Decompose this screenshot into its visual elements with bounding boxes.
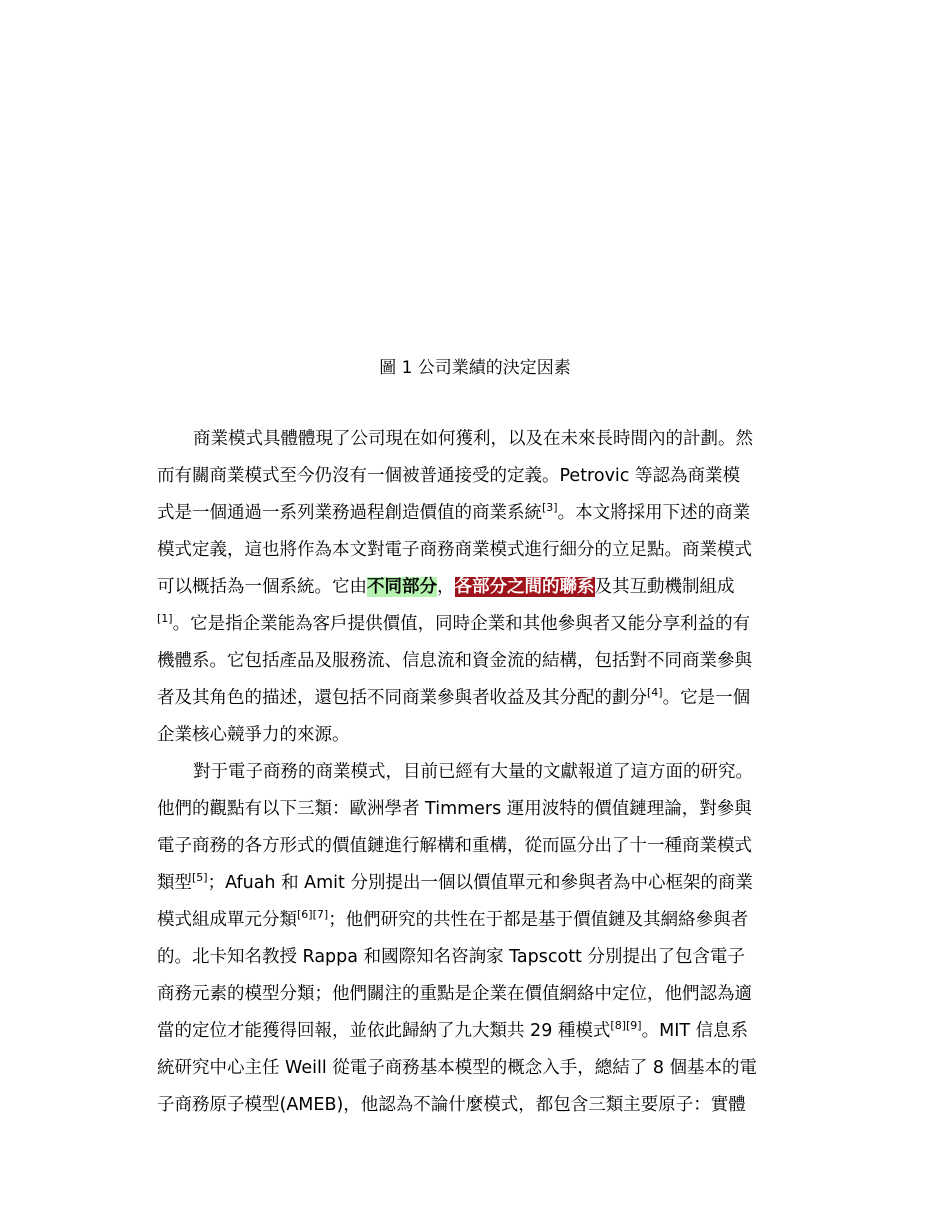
- text-run: 。它是一個: [662, 688, 751, 708]
- paragraph-2-line-9: 統研究中心主任 Weill 從電子商務基本模型的概念入手，總結了 8 個基本的電: [157, 1058, 758, 1078]
- citation-ref: [3]: [542, 501, 558, 514]
- paragraph-1-line-3: [157, 495, 793, 532]
- paragraph-2-line-1: 對于電子商務的商業模式，目前已經有大量的文獻報道了這方面的研究。: [193, 762, 753, 782]
- text-run: 。MIT 信息系: [641, 1021, 749, 1041]
- paragraph-2-line-6: 的。北卡知名教授 Rappa 和國際知名咨詢家 Tapscott 分別提出了包含電子: [157, 947, 745, 967]
- text-run: ；他們研究的共性在于都是基于價值鏈及其網絡參與者: [328, 910, 749, 930]
- paragraph-1-line-2: 而有關商業模式至今仍沒有一個被普通接受的定義。Petrovic 等認為商業模: [157, 466, 740, 486]
- citation-ref: [8]: [610, 1019, 626, 1032]
- paragraph-1-line-7: 機體系。它包括產品及服務流、信息流和資金流的結構，包括對不同商業參與: [157, 651, 752, 671]
- text-run: ；Afuah 和 Amit 分別提出一個以價值單元和參與者為中心框架的商業: [207, 873, 753, 893]
- citation-ref: [9]: [626, 1019, 642, 1032]
- text-run: 可以概括為一個系統。它由: [157, 577, 367, 597]
- citation-ref: [5]: [192, 871, 208, 884]
- paragraph-2-line-10: 子商務原子模型(AMEB)，他認為不論什麼模式，都包含三類主要原子：實體: [157, 1095, 746, 1115]
- highlight-red: 各部分之間的聯系: [454, 577, 595, 597]
- citation-ref: [4]: [647, 686, 663, 699]
- separator: ，: [437, 577, 455, 597]
- paragraph-1-line-4: 模式定義，這也將作為本文對電子商務商業模式進行細分的立足點。商業模式: [157, 540, 752, 560]
- citation-ref: [1]: [157, 612, 173, 625]
- paragraph-1-line-1: 商業模式具體體現了公司現在如何獲利，以及在未來長時間內的計劃。然: [193, 429, 753, 449]
- paragraph-2-line-5: [157, 902, 793, 939]
- paragraph-2-line-8: [157, 1013, 793, 1050]
- paragraph-2-line-2: 他們的觀點有以下三類：歐洲學者 Timmers 運用波特的價值鏈理論，對參與: [157, 799, 752, 819]
- text-run: 。本文將採用下述的商業: [557, 503, 751, 523]
- paragraph-2-line-7: 商務元素的模型分類；他們關注的重點是企業在價值網絡中定位，他們認為適: [157, 984, 752, 1004]
- figure-caption: 圖 1 公司業績的決定因素: [379, 358, 571, 378]
- paragraph-2-line-4: [157, 865, 793, 902]
- paragraph-1-line-5: [157, 569, 793, 606]
- paragraph-2-line-3: 電子商務的各方形式的價值鏈進行解構和重構，從而區分出了十一種商業模式: [157, 836, 752, 856]
- text-run: 當的定位才能獲得回報，並依此歸納了九大類共 29 種模式: [157, 1021, 611, 1041]
- paragraph-1-line-9: 企業核心競爭力的來源。: [157, 725, 350, 745]
- text-run: 及其互動機制組成: [594, 577, 735, 597]
- citation-ref: [6]: [297, 908, 313, 921]
- text-run: 。它是指企業能為客戶提供價值，同時企業和其他參與者又能分享利益的有: [172, 614, 751, 634]
- highlight-green: 不同部分: [367, 577, 437, 597]
- text-run: 模式組成單元分類: [157, 910, 297, 930]
- text-run: 類型: [157, 873, 192, 893]
- paragraph-1-line-6: [157, 606, 793, 643]
- text-run: 式是一個通過一系列業務過程創造價值的商業系統: [157, 503, 542, 523]
- citation-ref: [7]: [312, 908, 329, 921]
- paragraph-1-line-8: [157, 680, 793, 717]
- text-run: 者及其角色的描述，還包括不同商業參與者收益及其分配的劃分: [157, 688, 647, 708]
- body-text: [157, 421, 793, 1124]
